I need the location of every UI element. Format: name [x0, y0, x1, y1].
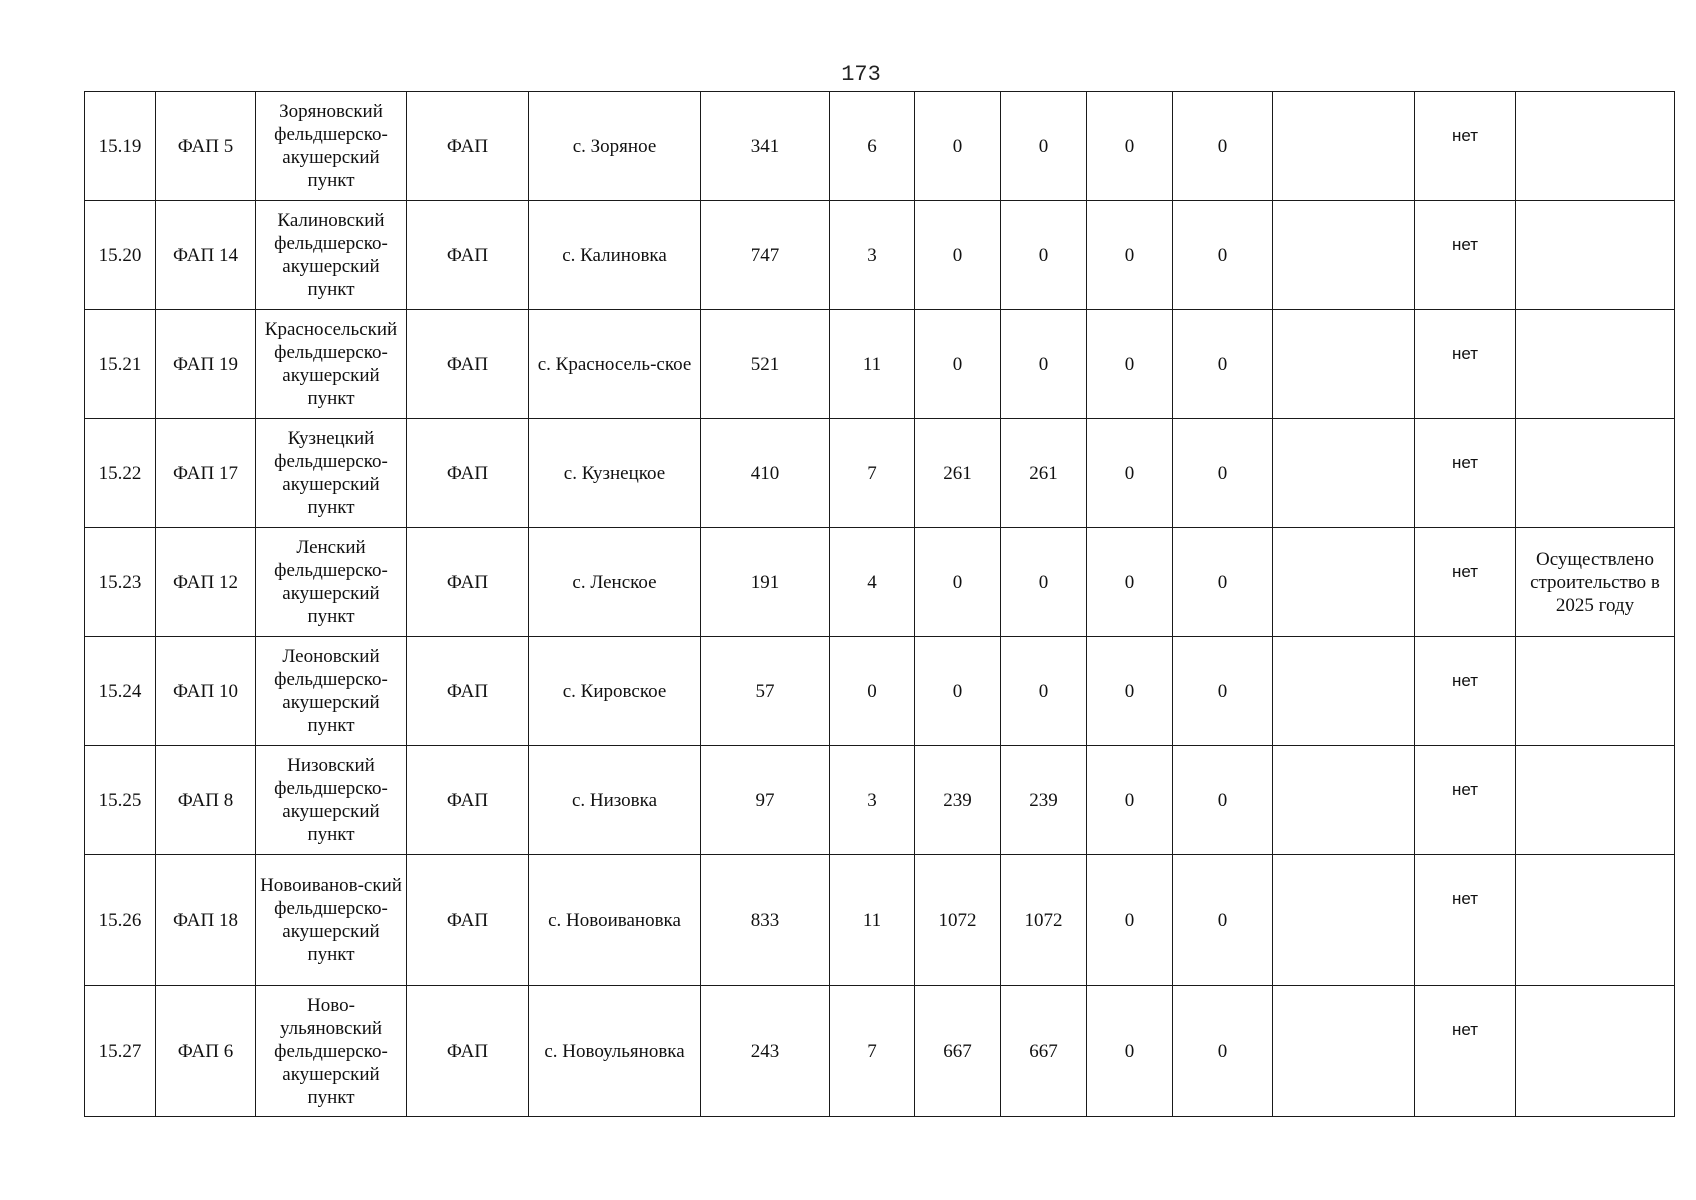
value-3: 0: [1001, 637, 1087, 746]
value-3: 1072: [1001, 855, 1087, 986]
note-cell: [1516, 92, 1675, 201]
row-number: 15.19: [85, 92, 156, 201]
value-2: 0: [915, 201, 1001, 310]
empty-cell: [1273, 986, 1415, 1117]
note-cell: [1516, 746, 1675, 855]
value-2: 239: [915, 746, 1001, 855]
facility-name: Ленский фельдшерско-акушерский пункт: [256, 528, 407, 637]
population: 521: [701, 310, 830, 419]
note-cell: [1516, 986, 1675, 1117]
value-5: 0: [1173, 855, 1273, 986]
locality: с. Низовка: [529, 746, 701, 855]
facility-type: ФАП: [407, 528, 529, 637]
empty-cell: [1273, 855, 1415, 986]
value-5: 0: [1173, 92, 1273, 201]
value-2: 261: [915, 419, 1001, 528]
facility-name: Кузнецкий фельдшерско-акушерский пункт: [256, 419, 407, 528]
flag-cell: нет: [1415, 746, 1516, 855]
table-row: [85, 310, 1675, 419]
facility-name: Зоряновский фельдшерско-акушерский пункт: [256, 92, 407, 201]
locality: с. Ленское: [529, 528, 701, 637]
value-5: 0: [1173, 528, 1273, 637]
population: 833: [701, 855, 830, 986]
value-5: 0: [1173, 419, 1273, 528]
facility-table: [84, 91, 1675, 1117]
value-5: 0: [1173, 201, 1273, 310]
empty-cell: [1273, 92, 1415, 201]
value-4: 0: [1087, 746, 1173, 855]
facility-code: ФАП 12: [156, 528, 256, 637]
value-1: 7: [830, 419, 915, 528]
flag-cell: нет: [1415, 855, 1516, 986]
facility-name: Красносельский фельдшерско-акушерский пункт: [256, 310, 407, 419]
facility-code: ФАП 18: [156, 855, 256, 986]
population: 341: [701, 92, 830, 201]
row-number: 15.27: [85, 986, 156, 1117]
value-5: 0: [1173, 637, 1273, 746]
value-4: 0: [1087, 528, 1173, 637]
facility-type: ФАП: [407, 986, 529, 1117]
table-row: [85, 419, 1675, 528]
facility-type: ФАП: [407, 855, 529, 986]
locality: с. Красносель-ское: [529, 310, 701, 419]
facility-name: Калиновский фельдшерско-акушерский пункт: [256, 201, 407, 310]
flag-cell: нет: [1415, 310, 1516, 419]
note-cell: Осуществлено строительство в 2025 году: [1516, 528, 1675, 637]
empty-cell: [1273, 419, 1415, 528]
flag-cell: нет: [1415, 528, 1516, 637]
table-row: [85, 746, 1675, 855]
population: 57: [701, 637, 830, 746]
locality: с. Калиновка: [529, 201, 701, 310]
value-3: 0: [1001, 92, 1087, 201]
population: 747: [701, 201, 830, 310]
value-4: 0: [1087, 419, 1173, 528]
note-cell: [1516, 419, 1675, 528]
facility-code: ФАП 10: [156, 637, 256, 746]
facility-type: ФАП: [407, 637, 529, 746]
value-1: 11: [830, 855, 915, 986]
value-3: 261: [1001, 419, 1087, 528]
row-number: 15.20: [85, 201, 156, 310]
table-row: [85, 986, 1675, 1117]
table-row: [85, 855, 1675, 986]
note-cell: [1516, 855, 1675, 986]
locality: с. Новоивановка: [529, 855, 701, 986]
value-2: 0: [915, 637, 1001, 746]
facility-code: ФАП 8: [156, 746, 256, 855]
value-3: 0: [1001, 528, 1087, 637]
value-2: 667: [915, 986, 1001, 1117]
flag-cell: нет: [1415, 419, 1516, 528]
population: 243: [701, 986, 830, 1117]
value-1: 0: [830, 637, 915, 746]
flag-cell: нет: [1415, 92, 1516, 201]
locality: с. Кировское: [529, 637, 701, 746]
facility-code: ФАП 19: [156, 310, 256, 419]
value-3: 0: [1001, 201, 1087, 310]
empty-cell: [1273, 201, 1415, 310]
value-2: 1072: [915, 855, 1001, 986]
facility-code: ФАП 17: [156, 419, 256, 528]
facility-code: ФАП 14: [156, 201, 256, 310]
value-1: 3: [830, 746, 915, 855]
facility-name: Новоиванов-ский фельдшерско-акушерский пункт: [256, 855, 407, 986]
flag-cell: нет: [1415, 201, 1516, 310]
value-1: 6: [830, 92, 915, 201]
note-cell: [1516, 637, 1675, 746]
value-3: 667: [1001, 986, 1087, 1117]
value-1: 3: [830, 201, 915, 310]
empty-cell: [1273, 528, 1415, 637]
facility-code: ФАП 5: [156, 92, 256, 201]
page-number: 173: [841, 62, 881, 87]
value-1: 11: [830, 310, 915, 419]
empty-cell: [1273, 310, 1415, 419]
value-3: 239: [1001, 746, 1087, 855]
facility-type: ФАП: [407, 746, 529, 855]
row-number: 15.22: [85, 419, 156, 528]
value-4: 0: [1087, 637, 1173, 746]
value-3: 0: [1001, 310, 1087, 419]
table-row: [85, 92, 1675, 201]
value-4: 0: [1087, 986, 1173, 1117]
facility-code: ФАП 6: [156, 986, 256, 1117]
value-4: 0: [1087, 855, 1173, 986]
table-row: [85, 201, 1675, 310]
facility-name: Низовский фельдшерско-акушерский пункт: [256, 746, 407, 855]
flag-cell: нет: [1415, 986, 1516, 1117]
empty-cell: [1273, 637, 1415, 746]
facility-type: ФАП: [407, 201, 529, 310]
value-5: 0: [1173, 986, 1273, 1117]
facility-type: ФАП: [407, 92, 529, 201]
value-2: 0: [915, 92, 1001, 201]
empty-cell: [1273, 746, 1415, 855]
value-2: 0: [915, 310, 1001, 419]
table-row: [85, 528, 1675, 637]
facility-type: ФАП: [407, 310, 529, 419]
value-4: 0: [1087, 310, 1173, 419]
note-cell: [1516, 201, 1675, 310]
value-5: 0: [1173, 746, 1273, 855]
locality: с. Зоряное: [529, 92, 701, 201]
value-2: 0: [915, 528, 1001, 637]
locality: с. Новоульяновка: [529, 986, 701, 1117]
value-1: 7: [830, 986, 915, 1117]
row-number: 15.24: [85, 637, 156, 746]
note-cell: [1516, 310, 1675, 419]
facility-type: ФАП: [407, 419, 529, 528]
value-4: 0: [1087, 201, 1173, 310]
flag-cell: нет: [1415, 637, 1516, 746]
row-number: 15.25: [85, 746, 156, 855]
row-number: 15.23: [85, 528, 156, 637]
facility-name: Ново-ульяновский фельдшерско-акушерский пункт: [256, 986, 407, 1117]
value-5: 0: [1173, 310, 1273, 419]
facility-name: Леоновский фельдшерско-акушерский пункт: [256, 637, 407, 746]
population: 97: [701, 746, 830, 855]
value-4: 0: [1087, 92, 1173, 201]
population: 410: [701, 419, 830, 528]
value-1: 4: [830, 528, 915, 637]
table-row: [85, 637, 1675, 746]
locality: с. Кузнецкое: [529, 419, 701, 528]
row-number: 15.21: [85, 310, 156, 419]
population: 191: [701, 528, 830, 637]
row-number: 15.26: [85, 855, 156, 986]
